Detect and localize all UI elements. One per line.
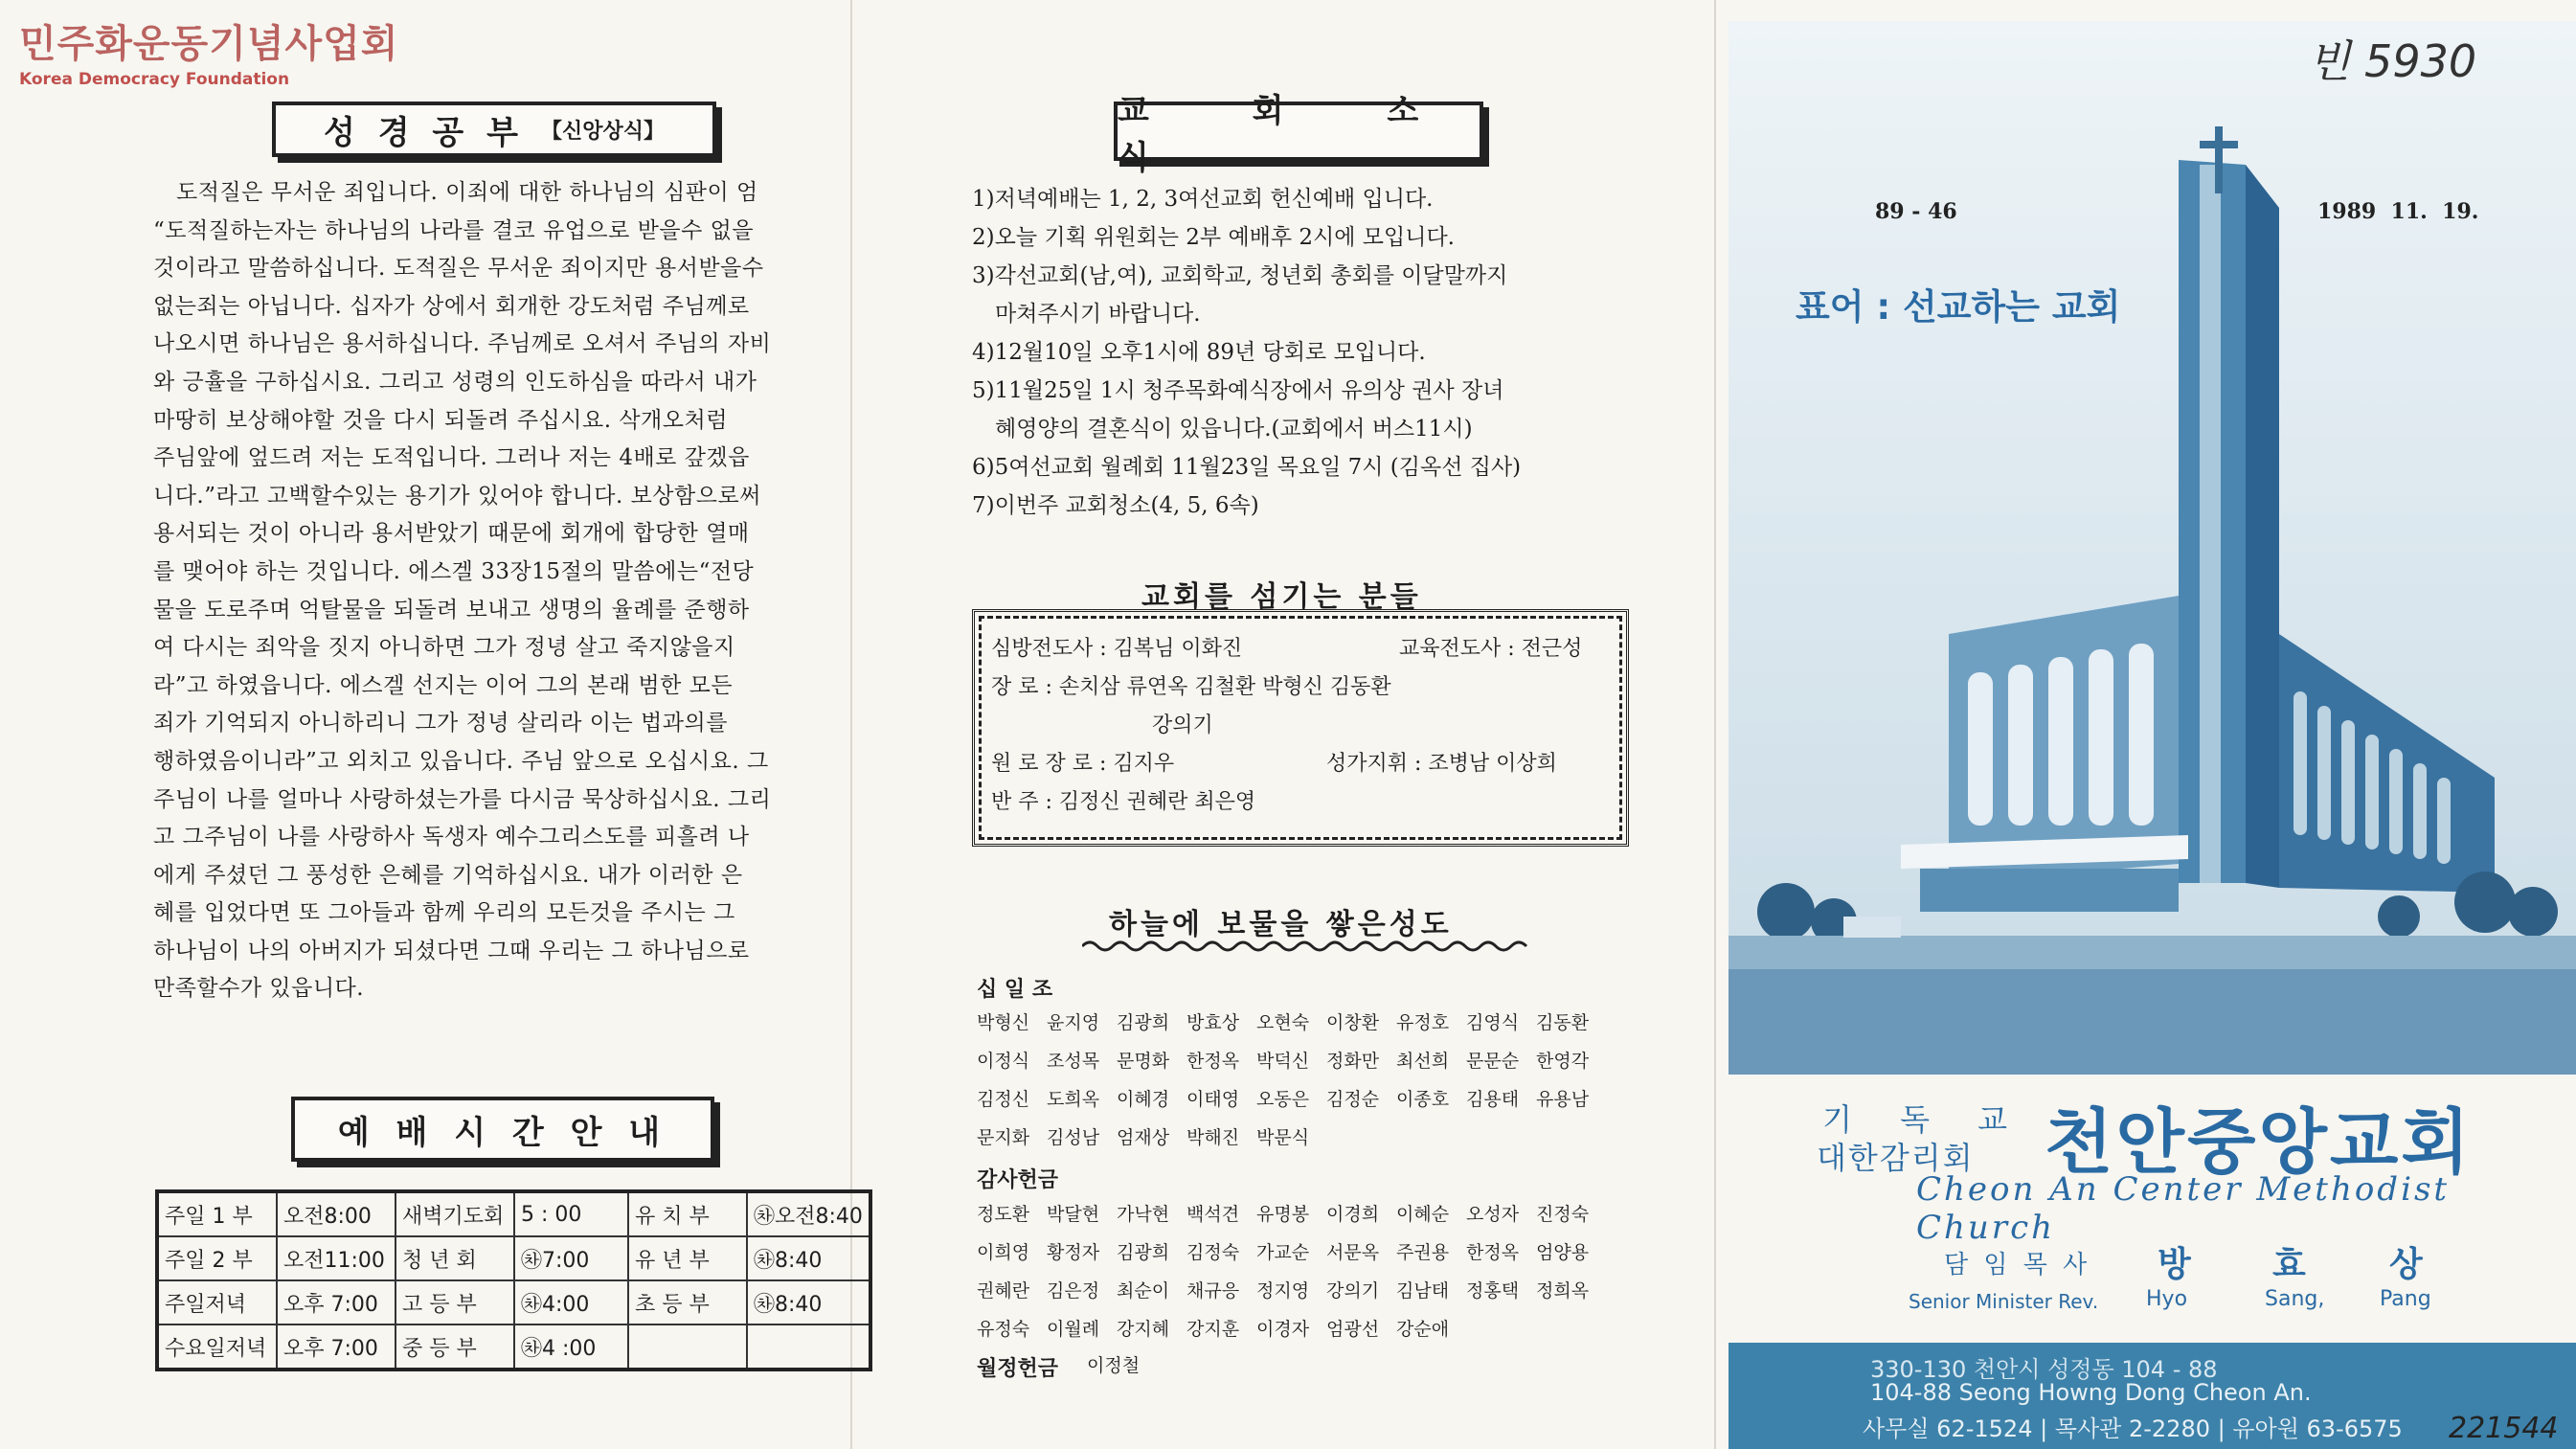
bible-text-line: 혜를 입었다면 또 그아들과 함께 우리의 모든것을 주시는 그	[153, 900, 735, 926]
donor-name: 이희영	[977, 1242, 1030, 1263]
watermark	[19, 13, 398, 89]
bible-text-line: 니다.”라고 고백할수있는 용기가 있어야 합니다. 보상함으로써	[153, 483, 761, 509]
donor-name: 강순애	[1396, 1319, 1450, 1340]
issue-date: 1989 11. 19.	[2317, 199, 2479, 224]
donor-name: 유정숙	[977, 1319, 1030, 1340]
bible-study-title	[272, 102, 716, 157]
donor-name: 유용남	[1536, 1089, 1590, 1110]
schedule-cell	[628, 1324, 747, 1370]
donor-name: 채규응	[1186, 1280, 1240, 1302]
schedule-row	[157, 1280, 870, 1324]
name-row	[977, 1310, 1666, 1348]
pastor-name-3: 상	[2389, 1245, 2423, 1284]
bible-text-line: 하나님이 나의 아버지가 되셨다면 그때 우리는 그 하나님으로	[153, 938, 750, 963]
schedule-cell: 고 등 부	[395, 1280, 514, 1324]
schedule-cell: ㉷4 :00	[514, 1324, 628, 1370]
notices-list	[972, 180, 1700, 525]
schedule-cell: 5 : 00	[514, 1191, 628, 1236]
bible-text-line: 죄가 기억되지 아니하리니 그가 정녕 살리라 이는 법과의를	[153, 711, 728, 736]
name-row	[977, 1234, 1666, 1272]
bible-text-line: 만족할수가 있읍니다.	[153, 976, 365, 1002]
donor-name: 이혜순	[1396, 1204, 1450, 1225]
name-row	[977, 1195, 1666, 1234]
schedule-cell: 오전11:00	[277, 1236, 395, 1280]
schedule-cell: 오후 7:00	[277, 1324, 395, 1370]
donor-name: 문명화	[1117, 1051, 1170, 1072]
donor-name: 강의기	[1326, 1280, 1380, 1302]
donor-name: 박해진	[1186, 1127, 1240, 1148]
notice-item: 3)각선교회(남,여), 교회학교, 청년회 총회를 이달말까지	[972, 263, 1508, 288]
donor-name: 유명봉	[1256, 1204, 1310, 1225]
pastor-name-2: 효	[2272, 1245, 2306, 1284]
donor-name: 김성남	[1047, 1127, 1100, 1148]
servants-heading: 교회를 섬기는 분들	[1141, 580, 1422, 614]
donor-name: 가교순	[1256, 1242, 1310, 1263]
schedule-cell: ㉷8:40	[747, 1280, 870, 1324]
name-row	[977, 1119, 1666, 1157]
donor-name: 방효상	[1186, 1012, 1240, 1033]
bible-study-tag: 【신앙상식】	[540, 119, 665, 144]
schedule-cell: 주일저녁	[157, 1280, 277, 1324]
schedule-row	[157, 1236, 870, 1280]
donor-name: 엄양용	[1536, 1242, 1590, 1263]
donor-name: 이혜경	[1117, 1089, 1170, 1110]
notice-item: 5)11월25일 1시 청주목화예식장에서 유의상 권사 장녀	[972, 378, 1504, 403]
notice-item: 1)저녁예배는 1, 2, 3여선교회 헌신예배 입니다.	[972, 187, 1434, 212]
bible-text-line: 주님앞에 엎드려 저는 도적입니다. 그러나 저는 4배로 갚겠읍	[153, 445, 750, 471]
donor-name: 주권용	[1396, 1242, 1450, 1263]
bible-text-line: 와 긍휼을 구하십시요. 그리고 성령의 인도하심을 따라서 내가	[153, 369, 757, 395]
donor-name: 김광희	[1117, 1242, 1170, 1263]
donor-name: 이정식	[977, 1051, 1030, 1072]
issue-number: 89 - 46	[1875, 199, 1957, 224]
donor-name: 이경희	[1326, 1204, 1380, 1225]
church-english-name: Cheon An Center Methodist Church	[1916, 1170, 2451, 1247]
schedule-cell: 청 년 회	[395, 1236, 514, 1280]
bible-text-line: 없는죄는 아닙니다. 십자가 상에서 회개한 강도처럼 주님께로	[153, 293, 750, 319]
donor-name: 박형신	[977, 1012, 1030, 1033]
schedule-cell: 오후 7:00	[277, 1280, 395, 1324]
donor-name: 박달현	[1047, 1204, 1100, 1225]
archive-stamp: 221544	[2449, 1412, 2559, 1445]
servants-row: 원 로 장 로 : 김지우	[991, 752, 1175, 776]
pastor-name-1: 방	[2158, 1245, 2191, 1284]
schedule-cell: 오전8:00	[277, 1191, 395, 1236]
bible-text-line: 를 맺어야 하는 것입니다. 에스겔 33장15절의 말씀에는“전당	[153, 558, 755, 584]
schedule-row	[157, 1324, 870, 1370]
donor-name: 최순이	[1117, 1280, 1170, 1302]
notices-title	[1114, 92, 1483, 177]
worship-schedule-table	[155, 1189, 872, 1371]
fold-line	[1714, 0, 1716, 1449]
bible-text-line: “도적질하는자는 하나님의 나라를 결코 유업으로 받을수 없을	[153, 217, 755, 243]
thanks-list	[977, 1195, 1666, 1348]
phone-numbers: 사무실 62-1524 | 목사관 2-2280 | 유아원 63-6575	[1863, 1415, 2403, 1442]
donor-name: 이창환	[1326, 1012, 1380, 1033]
wavy-underline	[1082, 939, 1532, 954]
pastor-english-title: Senior Minister Rev.	[1909, 1290, 2099, 1313]
schedule-row	[157, 1191, 870, 1236]
schedule-cell: ㉷7:00	[514, 1236, 628, 1280]
servants-row: 교육전도사 : 전근성	[1399, 637, 1583, 661]
donor-name: 이월례	[1047, 1319, 1100, 1340]
donor-name: 오성자	[1466, 1204, 1520, 1225]
bible-text-line: 에게 주셨던 그 풍성한 은혜를 기억하십시요. 내가 이러한 은	[153, 862, 743, 888]
donor-name: 김은정	[1047, 1280, 1100, 1302]
pastor-english-name-3: Pang	[2380, 1287, 2431, 1311]
donor-name: 박문식	[1256, 1127, 1310, 1148]
donor-name: 백석견	[1186, 1204, 1240, 1225]
donor-name: 이태영	[1186, 1089, 1240, 1110]
donor-name: 김정신	[977, 1089, 1030, 1110]
bible-text-line: 행하였음이니라”고 외치고 있읍니다. 주님 앞으로 오십시요. 그	[153, 748, 769, 774]
servants-row: 강의기	[1152, 713, 1213, 737]
donor-name: 권혜란	[977, 1280, 1030, 1302]
donor-name: 문지화	[977, 1127, 1030, 1148]
schedule-cell: 초 등 부	[628, 1280, 747, 1324]
schedule-cell: 수요일저녁	[157, 1324, 277, 1370]
donor-name: 정희옥	[1536, 1280, 1590, 1302]
donor-name: 김영식	[1466, 1012, 1520, 1033]
donor-name: 김정순	[1326, 1089, 1380, 1110]
donor-name: 한정옥	[1186, 1051, 1240, 1072]
schedule-cell: 유 치 부	[628, 1191, 747, 1236]
cover-panel	[1729, 21, 2576, 1449]
pastor-english-name-2: Sang,	[2265, 1287, 2325, 1311]
servants-row: 장 로 : 손치삼 류연옥 김철환 박형신 김동환	[991, 675, 1391, 699]
denomination-line-1: 기 독 교	[1822, 1101, 2027, 1138]
pastor-title: 담 임 목 사	[1944, 1251, 2091, 1279]
donor-name: 이종호	[1396, 1089, 1450, 1110]
donor-name: 엄재상	[1117, 1127, 1170, 1148]
schedule-cell: 중 등 부	[395, 1324, 514, 1370]
bible-text-line: 것이라고 말씀하십니다. 도적질은 무서운 죄이지만 용서받을수	[153, 256, 764, 282]
servants-row: 성가지휘 : 조병남 이상희	[1326, 752, 1557, 776]
name-row	[977, 1080, 1666, 1119]
bible-text-line: 나오시면 하나님은 용서하십니다. 주님께로 오셔서 주님의 자비	[153, 331, 772, 357]
donor-name: 오현숙	[1256, 1012, 1310, 1033]
donor-name: 오동은	[1256, 1089, 1310, 1110]
notice-item: 7)이번주 교회청소(4, 5, 6속)	[972, 493, 1259, 518]
bible-text-line: 물을 도로주며 억탈물을 되돌려 보내고 생명의 율례를 준행하	[153, 597, 750, 623]
donor-name: 황정자	[1047, 1242, 1100, 1263]
bible-text-line: 주님이 나를 얼마나 사랑하셨는가를 다시금 묵상하십시요. 그리	[153, 786, 772, 812]
schedule-cell: ㉷오전8:40	[747, 1191, 870, 1236]
worship-title	[291, 1097, 714, 1162]
tithe-list	[977, 1004, 1666, 1157]
donor-name: 문문순	[1466, 1051, 1520, 1072]
donor-name: 조성목	[1047, 1051, 1100, 1072]
schedule-cell	[747, 1324, 870, 1370]
donor-name: 서문옥	[1326, 1242, 1380, 1263]
donor-name: 김용태	[1466, 1089, 1520, 1110]
bible-text-line: 고 그주님이 나를 사랑하사 독생자 예수그리스도를 피흘려 나	[153, 825, 750, 850]
servants-row: 심방전도사 : 김복님 이화진	[991, 637, 1243, 661]
notice-item: 마쳐주시기 바랍니다.	[995, 302, 1201, 327]
notice-item: 6)5여선교회 월례회 11월23일 목요일 7시 (김옥선 집사)	[972, 455, 1522, 480]
monthly-label: 월정헌금	[977, 1357, 1059, 1381]
donor-name: 진정숙	[1536, 1204, 1590, 1225]
notices-heading: 교 회 소 식	[1118, 92, 1465, 177]
donor-name: 정홍택	[1466, 1280, 1520, 1302]
donor-name: 정지영	[1256, 1280, 1310, 1302]
bible-text-line: 라”고 하였읍니다. 에스겔 선지는 이어 그의 본래 범한 모든	[153, 672, 734, 698]
schedule-cell: ㉷8:40	[747, 1236, 870, 1280]
schedule-cell: 주일 1 부	[157, 1191, 277, 1236]
watermark-korean: 민주화운동기념사업회	[19, 22, 399, 66]
watermark-english: Korea Democracy Foundation	[19, 70, 290, 89]
bible-study-heading: 성 경 공 부	[324, 113, 524, 152]
bible-text-line: 여 다시는 죄악을 짓지 아니하면 그가 정녕 살고 죽지않을지	[153, 635, 735, 661]
offerings-heading: 하늘에 보물을 쌓은성도	[1109, 908, 1453, 941]
address-korean: 330-130 천안시 성정동 104 - 88	[1870, 1356, 2218, 1383]
worship-heading: 예 배 시 간 안 내	[337, 1113, 668, 1152]
donor-name: 김정숙	[1186, 1242, 1240, 1263]
pastor-english-name-1: Hyo	[2146, 1287, 2188, 1311]
donor-name: 강지혜	[1117, 1319, 1170, 1340]
donor-name: 이경자	[1256, 1319, 1310, 1340]
donor-name: 정화만	[1326, 1051, 1380, 1072]
donor-name: 도희옥	[1047, 1089, 1100, 1110]
thanks-label: 감사헌금	[977, 1168, 1059, 1192]
address-english: 104-88 Seong Howng Dong Cheon An.	[1870, 1379, 2312, 1406]
bible-text-line: 마땅히 보상해야할 것을 다시 되돌려 주십시요. 삭개오처럼	[153, 407, 728, 433]
donor-name: 유정호	[1396, 1012, 1450, 1033]
donor-name: 강지훈	[1186, 1319, 1240, 1340]
bible-text-line: 도적질은 무서운 죄입니다. 이죄에 대한 하나님의 심판이 엄	[176, 180, 758, 205]
tithe-label: 십 일 조	[977, 978, 1053, 1002]
donor-name: 한영각	[1536, 1051, 1590, 1072]
donor-name: 윤지영	[1047, 1012, 1100, 1033]
donor-name: 정도환	[977, 1204, 1030, 1225]
name-row	[977, 1272, 1666, 1310]
schedule-cell: ㉷4:00	[514, 1280, 628, 1324]
church-name: 천안중앙교회	[2045, 1101, 2473, 1184]
notice-item: 4)12월10일 오후1시에 89년 당회로 모입니다.	[972, 340, 1426, 365]
donor-name: 가낙현	[1117, 1204, 1170, 1225]
servants-row: 반 주 : 김정신 권혜란 최은영	[991, 790, 1256, 814]
notice-item: 혜영양의 결혼식이 있읍니다.(교회에서 버스11시)	[995, 417, 1473, 441]
denomination-line-2: 대한감리회	[1817, 1140, 1975, 1176]
donor-name: 김남태	[1396, 1280, 1450, 1302]
notice-item: 2)오늘 기획 위원회는 2부 예배후 2시에 모입니다.	[972, 225, 1455, 250]
handwritten-note: 빈 5930	[2308, 35, 2477, 87]
name-row	[977, 1004, 1666, 1042]
donor-name: 최선희	[1396, 1051, 1450, 1072]
schedule-cell: 유 년 부	[628, 1236, 747, 1280]
name-row	[977, 1042, 1666, 1080]
motto: 표어 : 선교하는 교회	[1796, 286, 2121, 328]
donor-name: 한정옥	[1466, 1242, 1520, 1263]
donor-name: 박덕신	[1256, 1051, 1310, 1072]
donor-name: 엄광선	[1326, 1319, 1380, 1340]
bible-study-text	[153, 174, 833, 1008]
schedule-cell: 새벽기도회	[395, 1191, 514, 1236]
monthly-name: 이정철	[1087, 1355, 1141, 1376]
donor-name: 김동환	[1536, 1012, 1590, 1033]
bible-text-line: 용서되는 것이 아니라 용서받았기 때문에 회개에 합당한 열매	[153, 521, 750, 547]
church-building-illustration	[1729, 21, 2576, 1075]
servants-box	[979, 616, 1622, 840]
schedule-cell: 주일 2 부	[157, 1236, 277, 1280]
donor-name: 김광희	[1117, 1012, 1170, 1033]
